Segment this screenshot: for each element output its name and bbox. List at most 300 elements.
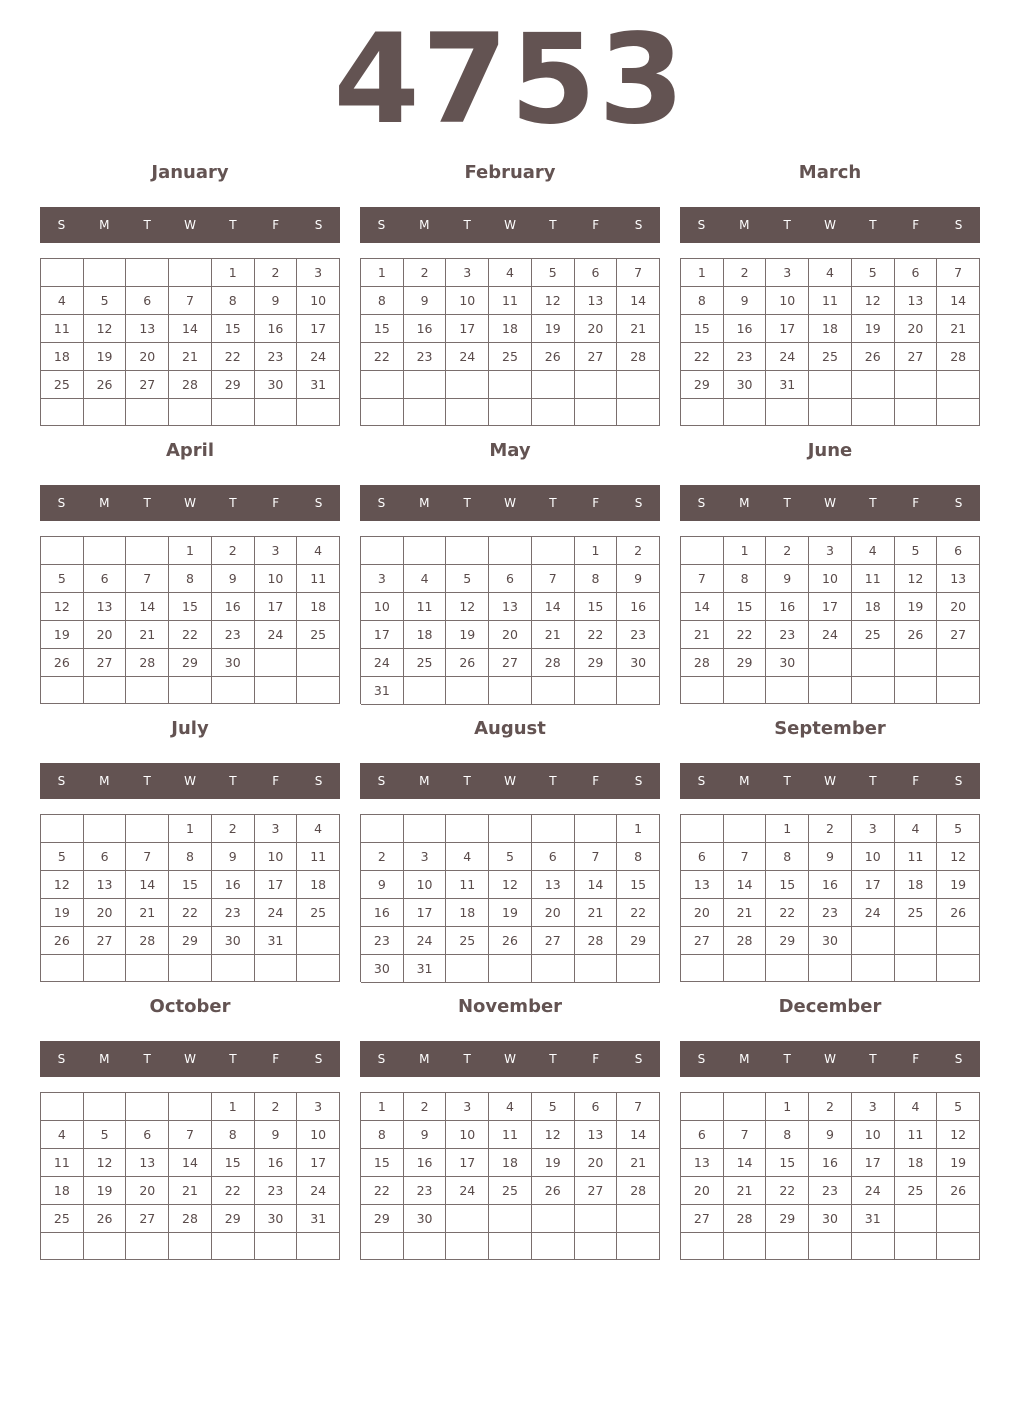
day-cell: 16 [617, 593, 660, 621]
weekday-label: S [634, 774, 643, 788]
weekday-label: W [184, 1052, 196, 1066]
day-cell: 16 [255, 315, 298, 343]
weekday-label: S [697, 774, 706, 788]
empty-cell [681, 1093, 724, 1121]
weekday-label: W [184, 774, 196, 788]
day-cell: 19 [489, 899, 532, 927]
day-cell: 18 [489, 315, 532, 343]
empty-cell [681, 399, 724, 426]
weekday-label: F [592, 496, 600, 510]
day-cell: 4 [489, 1093, 532, 1121]
day-cell: 19 [84, 343, 127, 371]
day-cell: 6 [126, 1121, 169, 1149]
empty-cell [766, 677, 809, 704]
weekday-header [680, 207, 980, 243]
day-cell: 24 [446, 1177, 489, 1205]
day-cell: 22 [361, 1177, 404, 1205]
empty-cell [404, 677, 447, 705]
day-cell: 21 [617, 315, 660, 343]
day-cell: 25 [297, 899, 340, 927]
day-cell: 25 [895, 899, 938, 927]
empty-cell [446, 399, 489, 427]
day-cell: 19 [446, 621, 489, 649]
day-cell: 5 [84, 1121, 127, 1149]
day-cell: 14 [126, 871, 169, 899]
day-cell: 4 [852, 537, 895, 565]
day-cell: 22 [617, 899, 660, 927]
day-cell: 25 [489, 343, 532, 371]
weekday-label: S [954, 218, 963, 232]
day-cell: 18 [297, 871, 340, 899]
day-cell: 17 [297, 1149, 340, 1177]
empty-cell [532, 815, 575, 843]
weekday-header [360, 207, 660, 243]
day-grid [360, 814, 660, 982]
empty-cell [681, 815, 724, 843]
day-cell: 29 [681, 371, 724, 399]
day-cell: 5 [84, 287, 127, 315]
day-cell: 9 [617, 565, 660, 593]
empty-cell [681, 1233, 724, 1260]
empty-cell [255, 649, 298, 677]
weekday-label: S [377, 774, 386, 788]
day-cell: 24 [404, 927, 447, 955]
day-cell: 6 [681, 843, 724, 871]
empty-cell [255, 399, 298, 426]
day-cell: 4 [446, 843, 489, 871]
empty-cell [809, 371, 852, 399]
day-cell: 14 [169, 1149, 212, 1177]
empty-cell [766, 399, 809, 426]
empty-cell [766, 1233, 809, 1260]
month-title: April [165, 440, 215, 461]
day-cell: 10 [852, 843, 895, 871]
day-cell: 15 [617, 871, 660, 899]
weekday-label: F [912, 496, 920, 510]
day-cell: 14 [724, 1149, 767, 1177]
day-cell: 9 [404, 1121, 447, 1149]
empty-cell [681, 955, 724, 982]
weekday-label: T [549, 1052, 557, 1066]
day-cell: 11 [809, 287, 852, 315]
day-cell: 3 [255, 537, 298, 565]
day-cell: 20 [84, 899, 127, 927]
empty-cell [937, 649, 980, 677]
day-cell: 12 [446, 593, 489, 621]
day-cell: 23 [617, 621, 660, 649]
day-cell: 25 [297, 621, 340, 649]
day-cell: 8 [575, 565, 618, 593]
empty-cell [766, 955, 809, 982]
empty-cell [809, 677, 852, 704]
day-cell: 1 [169, 815, 212, 843]
day-cell: 31 [297, 1205, 340, 1233]
day-cell: 17 [809, 593, 852, 621]
day-cell: 18 [852, 593, 895, 621]
day-cell: 18 [41, 1177, 84, 1205]
day-cell: 26 [41, 927, 84, 955]
empty-cell [575, 815, 618, 843]
day-cell: 17 [361, 621, 404, 649]
day-cell: 27 [937, 621, 980, 649]
day-cell: 28 [169, 1205, 212, 1233]
day-cell: 10 [446, 1121, 489, 1149]
day-cell: 24 [361, 649, 404, 677]
empty-cell [895, 677, 938, 704]
day-cell: 17 [255, 871, 298, 899]
day-cell: 21 [169, 1177, 212, 1205]
empty-cell [937, 1233, 980, 1260]
day-cell: 6 [489, 565, 532, 593]
empty-cell [489, 399, 532, 427]
day-cell: 8 [617, 843, 660, 871]
day-cell: 12 [532, 1121, 575, 1149]
day-cell: 8 [212, 1121, 255, 1149]
empty-cell [41, 537, 84, 565]
empty-cell [212, 399, 255, 426]
day-cell: 30 [255, 371, 298, 399]
day-cell: 25 [809, 343, 852, 371]
day-cell: 12 [84, 315, 127, 343]
day-cell: 18 [895, 871, 938, 899]
day-cell: 8 [212, 287, 255, 315]
day-cell: 15 [212, 315, 255, 343]
day-cell: 20 [126, 343, 169, 371]
day-cell: 20 [532, 899, 575, 927]
empty-cell [212, 677, 255, 704]
day-cell: 9 [255, 287, 298, 315]
empty-cell [937, 677, 980, 704]
day-cell: 15 [169, 871, 212, 899]
day-cell: 2 [404, 1093, 447, 1121]
day-cell: 29 [212, 1205, 255, 1233]
weekday-label: T [463, 496, 471, 510]
day-cell: 14 [724, 871, 767, 899]
empty-cell [532, 1205, 575, 1233]
weekday-label: T [143, 1052, 151, 1066]
weekday-label: T [783, 774, 791, 788]
empty-cell [852, 649, 895, 677]
day-cell: 30 [361, 955, 404, 983]
empty-cell [41, 399, 84, 426]
empty-cell [617, 371, 660, 399]
day-cell: 19 [532, 1149, 575, 1177]
empty-cell [41, 1093, 84, 1121]
day-cell: 12 [937, 1121, 980, 1149]
day-cell: 6 [937, 537, 980, 565]
day-cell: 21 [575, 899, 618, 927]
empty-cell [126, 677, 169, 704]
day-cell: 27 [575, 1177, 618, 1205]
day-cell: 23 [724, 343, 767, 371]
day-cell: 25 [489, 1177, 532, 1205]
weekday-label: M [739, 496, 750, 510]
day-cell: 2 [809, 1093, 852, 1121]
day-cell: 28 [724, 927, 767, 955]
day-cell: 18 [41, 343, 84, 371]
day-cell: 12 [852, 287, 895, 315]
weekday-label: M [739, 218, 750, 232]
empty-cell [84, 1233, 127, 1260]
day-cell: 27 [126, 1205, 169, 1233]
day-cell: 24 [809, 621, 852, 649]
day-cell: 22 [575, 621, 618, 649]
weekday-label: W [824, 218, 836, 232]
weekday-label: T [783, 496, 791, 510]
day-cell: 26 [532, 343, 575, 371]
weekday-header [360, 763, 660, 799]
day-cell: 30 [212, 927, 255, 955]
day-cell: 15 [169, 593, 212, 621]
empty-cell [895, 649, 938, 677]
day-cell: 22 [766, 899, 809, 927]
day-cell: 21 [532, 621, 575, 649]
day-cell: 18 [809, 315, 852, 343]
day-cell: 2 [255, 1093, 298, 1121]
empty-cell [809, 955, 852, 982]
day-cell: 21 [617, 1149, 660, 1177]
empty-cell [617, 399, 660, 427]
day-cell: 30 [212, 649, 255, 677]
day-cell: 2 [724, 259, 767, 287]
day-cell: 14 [617, 287, 660, 315]
empty-cell [852, 955, 895, 982]
day-cell: 6 [84, 565, 127, 593]
day-cell: 17 [766, 315, 809, 343]
weekday-label: M [419, 1052, 430, 1066]
empty-cell [297, 1233, 340, 1260]
weekday-label: S [697, 496, 706, 510]
day-cell: 22 [212, 343, 255, 371]
day-cell: 19 [937, 871, 980, 899]
empty-cell [724, 677, 767, 704]
day-cell: 28 [532, 649, 575, 677]
day-cell: 4 [489, 259, 532, 287]
empty-cell [361, 815, 404, 843]
day-cell: 22 [212, 1177, 255, 1205]
day-cell: 13 [84, 871, 127, 899]
empty-cell [212, 1233, 255, 1260]
day-cell: 9 [212, 565, 255, 593]
day-cell: 1 [681, 259, 724, 287]
weekday-label: T [143, 218, 151, 232]
day-cell: 7 [617, 259, 660, 287]
empty-cell [169, 1233, 212, 1260]
day-cell: 1 [724, 537, 767, 565]
month-title: December [778, 996, 882, 1017]
empty-cell [126, 1233, 169, 1260]
day-cell: 29 [766, 927, 809, 955]
day-cell: 1 [361, 259, 404, 287]
empty-cell [852, 677, 895, 704]
day-cell: 16 [724, 315, 767, 343]
day-cell: 5 [937, 1093, 980, 1121]
day-cell: 14 [126, 593, 169, 621]
weekday-header [360, 1041, 660, 1077]
day-cell: 4 [895, 815, 938, 843]
day-cell: 25 [41, 371, 84, 399]
weekday-label: S [314, 496, 323, 510]
empty-cell [852, 399, 895, 426]
day-cell: 10 [446, 287, 489, 315]
day-cell: 5 [532, 1093, 575, 1121]
day-grid [40, 1092, 340, 1260]
day-grid [680, 814, 980, 982]
day-cell: 14 [169, 315, 212, 343]
day-cell: 12 [937, 843, 980, 871]
day-cell: 27 [532, 927, 575, 955]
day-cell: 28 [617, 1177, 660, 1205]
empty-cell [937, 399, 980, 426]
day-cell: 27 [681, 1205, 724, 1233]
day-cell: 2 [766, 537, 809, 565]
day-cell: 23 [212, 899, 255, 927]
day-cell: 13 [895, 287, 938, 315]
day-cell: 7 [937, 259, 980, 287]
day-cell: 2 [809, 815, 852, 843]
day-cell: 25 [404, 649, 447, 677]
weekday-label: T [463, 218, 471, 232]
empty-cell [41, 1233, 84, 1260]
day-cell: 9 [255, 1121, 298, 1149]
day-cell: 27 [126, 371, 169, 399]
empty-cell [724, 399, 767, 426]
empty-cell [724, 1093, 767, 1121]
day-cell: 16 [361, 899, 404, 927]
day-cell: 11 [852, 565, 895, 593]
day-cell: 29 [575, 649, 618, 677]
day-cell: 10 [297, 1121, 340, 1149]
day-cell: 17 [852, 1149, 895, 1177]
empty-cell [84, 815, 127, 843]
empty-cell [446, 371, 489, 399]
day-cell: 13 [681, 871, 724, 899]
weekday-label: S [314, 774, 323, 788]
day-cell: 6 [895, 259, 938, 287]
day-cell: 3 [809, 537, 852, 565]
day-cell: 8 [724, 565, 767, 593]
empty-cell [404, 1233, 447, 1260]
day-cell: 3 [766, 259, 809, 287]
day-cell: 2 [212, 815, 255, 843]
weekday-label: F [592, 218, 600, 232]
day-cell: 11 [41, 1149, 84, 1177]
day-cell: 2 [404, 259, 447, 287]
empty-cell [255, 1233, 298, 1260]
day-grid [680, 258, 980, 426]
day-grid [40, 258, 340, 426]
day-cell: 15 [361, 315, 404, 343]
day-cell: 26 [937, 1177, 980, 1205]
empty-cell [297, 927, 340, 955]
empty-cell [126, 399, 169, 426]
day-cell: 19 [937, 1149, 980, 1177]
day-cell: 7 [575, 843, 618, 871]
day-cell: 8 [169, 565, 212, 593]
month-title: September [774, 718, 886, 739]
weekday-label: M [419, 774, 430, 788]
day-cell: 12 [41, 593, 84, 621]
empty-cell [895, 1233, 938, 1260]
day-cell: 11 [297, 843, 340, 871]
day-cell: 16 [404, 315, 447, 343]
empty-cell [126, 955, 169, 982]
empty-cell [617, 955, 660, 983]
weekday-label: T [463, 774, 471, 788]
day-cell: 6 [575, 1093, 618, 1121]
empty-cell [895, 1205, 938, 1233]
day-cell: 13 [575, 287, 618, 315]
empty-cell [446, 1233, 489, 1260]
day-cell: 22 [169, 899, 212, 927]
weekday-label: S [634, 1052, 643, 1066]
day-cell: 28 [681, 649, 724, 677]
day-cell: 24 [297, 1177, 340, 1205]
empty-cell [532, 677, 575, 705]
day-cell: 19 [532, 315, 575, 343]
day-cell: 8 [169, 843, 212, 871]
empty-cell [446, 955, 489, 983]
day-cell: 3 [852, 1093, 895, 1121]
weekday-label: M [419, 218, 430, 232]
empty-cell [575, 371, 618, 399]
weekday-label: T [463, 1052, 471, 1066]
weekday-label: S [954, 1052, 963, 1066]
empty-cell [169, 677, 212, 704]
day-cell: 16 [809, 1149, 852, 1177]
day-cell: 15 [575, 593, 618, 621]
weekday-label: S [57, 774, 66, 788]
day-cell: 26 [895, 621, 938, 649]
day-cell: 11 [895, 1121, 938, 1149]
day-cell: 25 [446, 927, 489, 955]
weekday-header [40, 763, 340, 799]
weekday-label: S [57, 1052, 66, 1066]
day-cell: 19 [41, 899, 84, 927]
day-cell: 10 [852, 1121, 895, 1149]
day-cell: 16 [404, 1149, 447, 1177]
day-cell: 13 [681, 1149, 724, 1177]
day-cell: 28 [126, 927, 169, 955]
day-cell: 11 [895, 843, 938, 871]
day-cell: 16 [212, 593, 255, 621]
empty-cell [446, 815, 489, 843]
weekday-label: S [954, 774, 963, 788]
month-title: February [464, 162, 556, 183]
weekday-label: T [869, 1052, 877, 1066]
day-cell: 24 [297, 343, 340, 371]
weekday-header [680, 1041, 980, 1077]
empty-cell [532, 371, 575, 399]
empty-cell [617, 1205, 660, 1233]
empty-cell [895, 927, 938, 955]
day-cell: 19 [84, 1177, 127, 1205]
weekday-label: W [184, 496, 196, 510]
weekday-label: S [954, 496, 963, 510]
weekday-label: T [869, 496, 877, 510]
weekday-label: T [229, 496, 237, 510]
day-cell: 29 [617, 927, 660, 955]
month-title: October [149, 996, 231, 1017]
day-cell: 29 [212, 371, 255, 399]
empty-cell [489, 1233, 532, 1260]
day-cell: 5 [446, 565, 489, 593]
day-cell: 18 [446, 899, 489, 927]
day-cell: 7 [126, 843, 169, 871]
weekday-label: F [272, 774, 280, 788]
day-cell: 22 [766, 1177, 809, 1205]
empty-cell [41, 259, 84, 287]
